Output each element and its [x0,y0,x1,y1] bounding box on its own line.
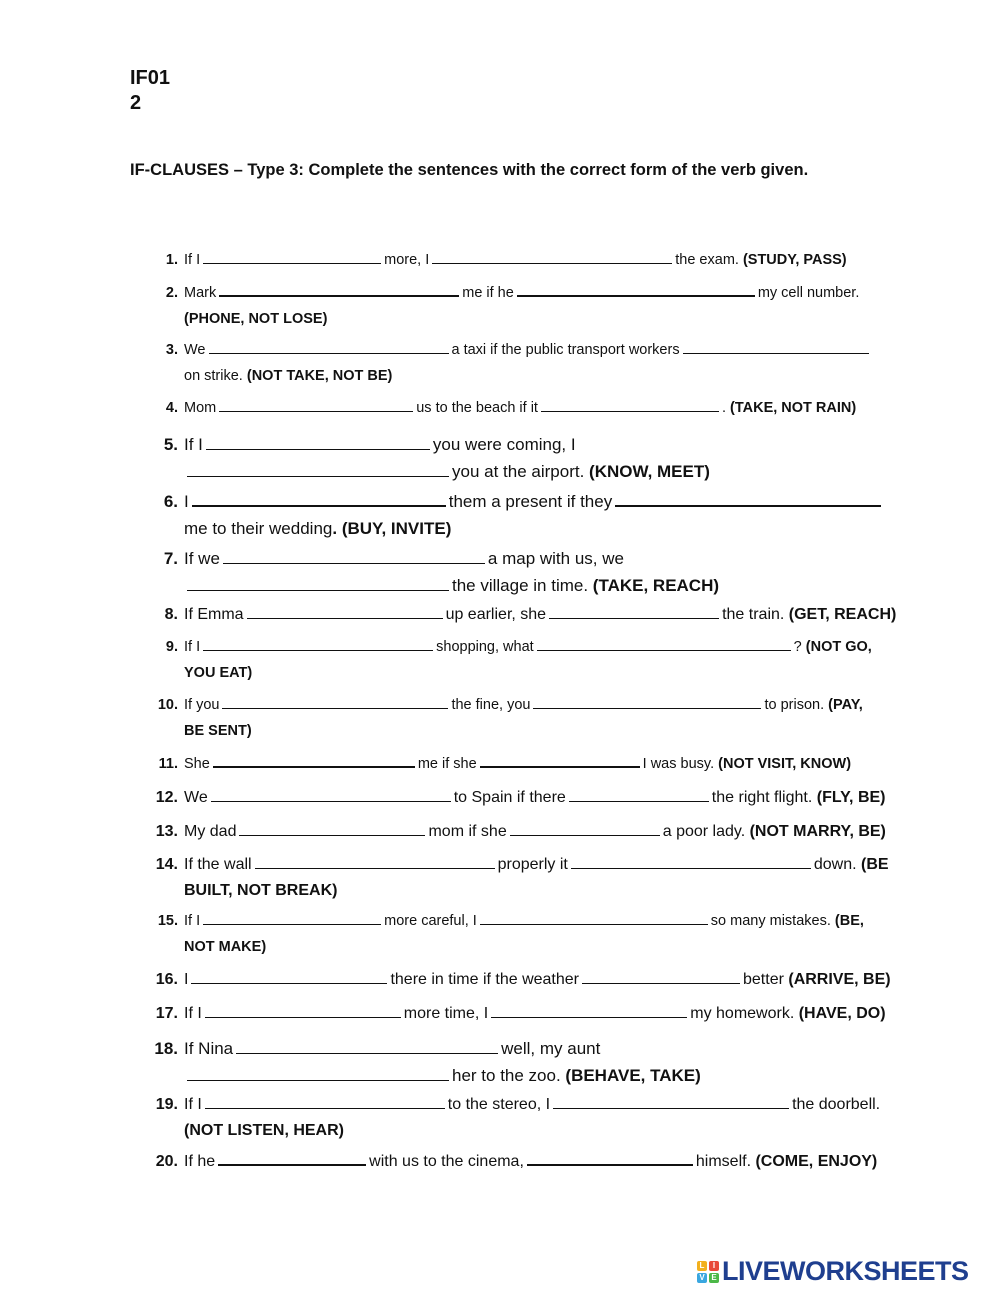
sentence-text: My dad [184,823,237,840]
sentence-text: If I [184,435,203,454]
sentence-text: me if he [462,285,514,301]
answer-blank[interactable] [517,294,755,297]
sentence-text: . [721,400,731,416]
exercise-line [184,400,856,416]
answer-blank[interactable] [255,867,495,869]
exercise-line [184,639,872,655]
answer-blank[interactable] [537,649,791,651]
exercise-number: 18. [154,1039,178,1058]
exercise-number: 12. [155,789,178,806]
sentence-text: If I [184,1096,202,1113]
exercise-number: 15. [157,913,178,929]
sentence-text: If the wall [184,856,252,873]
exercise-line [184,1153,877,1171]
sentence-text: mom if she [428,823,507,840]
sentence-text: more, I [384,252,430,268]
logo-square: V [697,1273,707,1283]
exercise-number: 20. [155,1153,178,1170]
logo-square: L [697,1261,707,1271]
answer-blank[interactable] [187,589,449,591]
sentence-text: my cell number. [757,285,860,301]
sentence-text: so many mistakes. [710,913,835,929]
exercise-line [184,576,719,596]
sentence-text: you at the airport. [452,462,590,481]
exercise-number: 4. [165,400,178,416]
exercise-number: 3. [165,342,178,358]
verb-hint: (HAVE, DO) [798,1005,886,1022]
exercise-line [184,1122,344,1140]
exercise-line [184,697,863,713]
liveworksheets-logo-icon [697,1261,719,1283]
exercise-line [184,606,896,624]
exercise-number: 13. [155,823,178,840]
exercise-line [184,789,886,807]
sentence-text: If I [184,1005,202,1022]
sentence-text: up earlier, she [445,606,547,623]
sentence-text: better [743,971,789,988]
verb-hint: NOT MAKE) [184,939,267,955]
answer-blank[interactable] [192,504,446,507]
verb-hint: (COME, ENJOY) [755,1153,878,1170]
exercise-number: 16. [155,971,178,988]
exercise-number: 2. [165,285,178,301]
answer-blank[interactable] [533,707,761,709]
exercise-line [184,823,886,841]
instructions-heading: IF-CLAUSES – Type 3: Complete the sentences with the correct form of the verb given. [130,161,809,179]
exercise-line [184,342,872,358]
logo-text: LIVEWORKSHEETS [722,1256,969,1286]
exercise-number: 19. [155,1096,178,1113]
verb-hint: (NOT TAKE, NOT BE) [246,368,393,384]
sentence-text: the village in time. [452,576,593,595]
sentence-text: a taxi if the public transport workers [451,342,680,358]
sentence-text: to Spain if there [453,789,566,806]
sentence-text: there in time if the weather [390,971,579,988]
verb-hint: (NOT LISTEN, HEAR) [184,1122,344,1139]
exercise-number: 14. [155,856,178,873]
sentence-text: me to their wedding [184,519,333,538]
exercise-line [184,435,576,455]
verb-hint: (FLY, BE) [816,789,886,806]
sentence-text: If I [184,913,201,929]
answer-blank[interactable] [527,1163,693,1166]
exercise-line [184,519,451,539]
answer-blank[interactable] [247,617,443,619]
answer-blank[interactable] [432,262,672,264]
exercise-line [184,311,327,327]
exercise-line [184,252,847,268]
sentence-text: the doorbell. [792,1096,881,1113]
sentence-text: her to the zoo. [452,1066,566,1085]
verb-hint: YOU EAT) [184,665,253,681]
answer-blank[interactable] [205,1016,401,1018]
exercise-line [184,549,624,569]
answer-blank[interactable] [222,707,448,709]
sentence-text: with us to the cinema, [369,1153,524,1170]
sentence-text: If he [184,1153,216,1170]
exercise-number: 1. [165,252,178,268]
exercise-line [184,1005,886,1023]
answer-blank[interactable] [480,765,640,768]
exercise-line [184,882,337,900]
answer-blank[interactable] [236,1052,498,1054]
answer-blank[interactable] [239,834,425,836]
document-code-line-1: IF01 [130,67,171,89]
sentence-text: the train. [722,606,789,623]
sentence-text: more time, I [403,1005,489,1022]
exercise-number: 5. [163,435,178,454]
sentence-text: I was busy. [642,756,719,772]
answer-blank[interactable] [187,475,449,477]
sentence-text: a map with us, we [487,549,624,568]
exercise-line [184,462,710,482]
answer-blank[interactable] [582,982,740,984]
exercise-line [184,1096,880,1114]
sentence-text: shopping, what [436,639,534,655]
answer-blank[interactable] [549,617,719,619]
verb-hint: (STUDY, PASS) [742,252,847,268]
sentence-text: She [184,756,210,772]
answer-blank[interactable] [218,1163,366,1166]
answer-blank[interactable] [203,649,433,651]
verb-hint: (BE [860,856,889,873]
sentence-text: himself. [695,1153,756,1170]
answer-blank[interactable] [553,1107,789,1109]
answer-blank[interactable] [219,410,413,412]
sentence-text: on strike. [184,368,247,384]
sentence-text: Mark [184,285,217,301]
exercise-line [184,723,252,739]
exercise-number: 9. [165,639,178,655]
verb-hint: (NOT GO, [805,639,872,655]
answer-blank[interactable] [203,262,381,264]
sentence-text: ? [793,639,806,655]
answer-blank[interactable] [491,1016,687,1018]
answer-blank[interactable] [510,834,660,836]
verb-hint: (PHONE, NOT LOSE) [184,311,328,327]
verb-hint: (NOT VISIT, KNOW) [718,756,852,772]
sentence-text: more careful, I [384,913,477,929]
exercise-line [184,492,884,512]
exercise-number: 10. [157,697,178,713]
exercise-line [184,368,392,384]
verb-hint: (BE, [834,913,864,929]
answer-blank[interactable] [187,1079,449,1081]
sentence-text: down. [813,856,861,873]
sentence-text: a poor lady. [662,823,750,840]
sentence-text: We [184,342,206,358]
sentence-text: If Emma [184,606,244,623]
exercise-number: 8. [164,606,178,623]
exercise-number: 17. [155,1005,178,1022]
verb-hint: (NOT MARRY, BE) [749,823,886,840]
sentence-text: well, my aunt [501,1039,601,1058]
verb-hint: (BEHAVE, TAKE) [565,1066,701,1085]
answer-blank[interactable] [205,1107,445,1109]
answer-blank[interactable] [209,352,449,354]
answer-blank[interactable] [683,352,869,354]
sentence-text: If Nina [184,1039,234,1058]
exercise-line [184,1039,600,1059]
sentence-text: to prison. [764,697,829,713]
verb-hint: BE SENT) [184,723,252,739]
sentence-text: I [184,492,189,511]
answer-blank[interactable] [480,923,708,925]
sentence-text: the exam. [675,252,743,268]
answer-blank[interactable] [206,448,430,450]
logo-square: E [709,1273,719,1283]
document-code-line-2: 2 [130,92,142,114]
answer-blank[interactable] [541,410,719,412]
answer-blank[interactable] [569,800,709,802]
sentence-text: my homework. [690,1005,799,1022]
answer-blank[interactable] [191,982,387,984]
sentence-text: We [184,789,208,806]
verb-hint: (TAKE, REACH) [592,576,720,595]
verb-hint: (KNOW, MEET) [589,462,710,481]
exercise-number: 11. [158,756,178,772]
verb-hint: . (BUY, INVITE) [332,519,452,538]
sentence-text: you were coming, I [432,435,576,454]
exercise-line [184,665,252,681]
verb-hint: BUILT, NOT BREAK) [184,882,338,899]
exercise-line [184,856,889,874]
logo-square: I [709,1261,719,1271]
liveworksheets-logo [697,1256,969,1287]
sentence-text: I [184,971,189,988]
sentence-text: them a present if they [448,492,613,511]
verb-hint: (PAY, [828,697,863,713]
sentence-text: Mom [184,400,217,416]
verb-hint: (GET, REACH) [788,606,897,623]
answer-blank[interactable] [223,562,485,564]
exercise-number: 7. [163,549,178,568]
exercise-line [184,913,864,929]
sentence-text: us to the beach if it [416,400,538,416]
exercise-line [184,285,859,301]
answer-blank[interactable] [213,765,415,768]
answer-blank[interactable] [211,800,451,802]
sentence-text: If I [184,639,201,655]
answer-blank[interactable] [203,923,381,925]
sentence-text: to the stereo, I [447,1096,551,1113]
verb-hint: (ARRIVE, BE) [788,971,891,988]
sentence-text: If you [184,697,220,713]
sentence-text: the fine, you [451,697,531,713]
exercise-line [184,939,266,955]
answer-blank[interactable] [219,294,459,297]
sentence-text: the right flight. [711,789,817,806]
answer-blank[interactable] [615,504,881,507]
exercise-number: 6. [163,492,178,511]
sentence-text: properly it [497,856,568,873]
exercise-line [184,1066,701,1086]
document-code [130,66,170,116]
sentence-text: me if she [417,756,477,772]
sentence-text: If we [184,549,220,568]
exercise-line [184,971,891,989]
sentence-text: If I [184,252,201,268]
answer-blank[interactable] [571,867,811,869]
exercise-line [184,756,851,772]
verb-hint: (TAKE, NOT RAIN) [730,400,857,416]
